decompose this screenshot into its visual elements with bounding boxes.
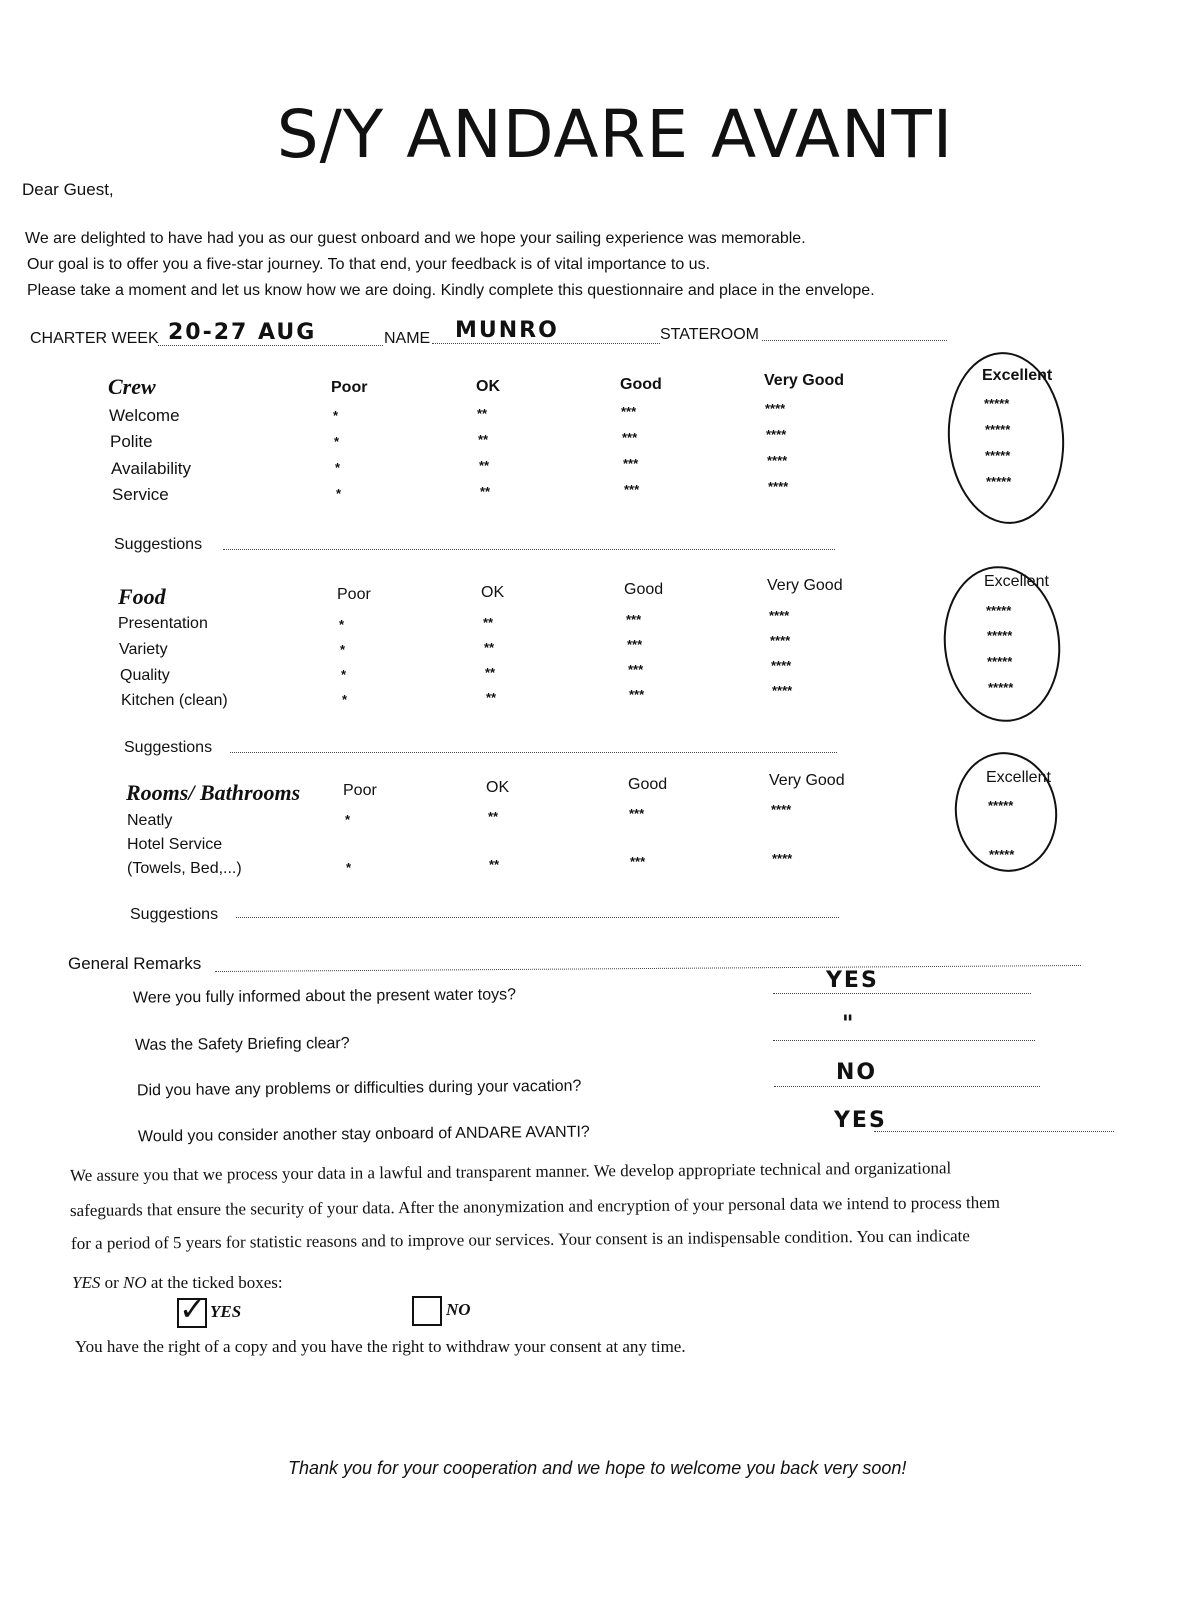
food-star-good[interactable]: ***: [629, 687, 645, 702]
rooms-col-very-good: Very Good: [769, 772, 845, 789]
food-star-excellent[interactable]: *****: [986, 603, 1012, 618]
food-star-poor[interactable]: *: [339, 617, 345, 632]
answer-4[interactable]: YES: [834, 1108, 887, 1133]
crew-star-poor[interactable]: *: [333, 408, 339, 423]
rooms-excellent-circle: [947, 745, 1065, 878]
crew-star-good[interactable]: ***: [624, 482, 640, 497]
charter-week-line: [158, 345, 383, 346]
rooms-suggestions-label: Suggestions: [130, 906, 219, 923]
intro-line-2: Our goal is to offer you a five-star journey. To that end, your feedback is of vital importance to us.: [27, 256, 711, 273]
crew-item-polite: Polite: [110, 432, 153, 451]
food-col-ok: OK: [481, 584, 505, 601]
crew-item-welcome: Welcome: [109, 406, 180, 425]
charter-week-value[interactable]: 20-27 AUG: [168, 320, 317, 345]
rooms-star-ok[interactable]: **: [489, 857, 500, 872]
rooms-col-good: Good: [628, 776, 668, 793]
food-star-very-good[interactable]: ****: [771, 658, 792, 673]
privacy-line-4: [72, 1273, 283, 1293]
food-item-variety: Variety: [119, 641, 168, 658]
rooms-item-hotel-service: Hotel Service: [127, 836, 223, 853]
rooms-star-excellent[interactable]: *****: [988, 798, 1014, 813]
food-star-ok[interactable]: **: [486, 690, 497, 705]
food-col-poor: Poor: [337, 586, 371, 603]
question-4: Would you consider another stay onboard of ANDARE AVANTI?: [137, 1123, 590, 1146]
privacy-line-1: We assure you that we process your data in a lawful and transparent manner. We develop appropriate technical and organizational: [69, 1158, 952, 1185]
intro-line-3: Please take a moment and let us know how we are doing. Kindly complete this questionnaire and place in the envelope.: [27, 282, 875, 299]
crew-col-good: Good: [620, 376, 662, 393]
section-title-rooms: Rooms/ Bathrooms: [126, 780, 301, 805]
rooms-star-ok[interactable]: **: [488, 809, 499, 824]
answer-line-1[interactable]: [773, 993, 1031, 994]
consent-yes-label: YES: [210, 1302, 242, 1321]
crew-item-availability: Availability: [111, 459, 192, 478]
privacy-or-word: or: [100, 1273, 124, 1292]
question-2: Was the Safety Briefing clear?: [134, 1035, 350, 1054]
food-star-excellent[interactable]: *****: [988, 680, 1014, 695]
crew-star-ok[interactable]: **: [478, 432, 489, 447]
rooms-item-towels-bed: (Towels, Bed,...): [127, 860, 242, 877]
crew-suggestions-label: Suggestions: [114, 536, 203, 553]
food-col-very-good: Very Good: [767, 577, 843, 594]
answer-line-2[interactable]: [773, 1040, 1035, 1041]
charter-week-label: CHARTER WEEK: [30, 330, 159, 347]
consent-no-checkbox[interactable]: [412, 1296, 442, 1326]
rooms-item-neatly: Neatly: [127, 812, 173, 829]
crew-star-poor[interactable]: *: [334, 434, 340, 449]
food-suggestions-label: Suggestions: [124, 739, 213, 756]
page-title: S/Y ANDARE AVANTI: [276, 96, 954, 173]
food-star-very-good[interactable]: ****: [769, 608, 790, 623]
food-item-quality: Quality: [120, 667, 170, 684]
food-star-excellent[interactable]: *****: [987, 628, 1013, 643]
crew-star-excellent[interactable]: *****: [985, 422, 1011, 437]
rooms-col-ok: OK: [486, 779, 510, 796]
food-star-very-good[interactable]: ****: [770, 633, 791, 648]
answer-line-4[interactable]: [874, 1131, 1114, 1132]
food-col-excellent: Excellent: [984, 573, 1049, 590]
footer-thanks: Thank you for your cooperation and we hope to welcome you back very soon!: [288, 1458, 907, 1478]
section-title-food: Food: [118, 584, 166, 609]
rooms-suggestions-line[interactable]: [236, 917, 839, 918]
crew-star-good[interactable]: ***: [621, 404, 637, 419]
food-star-good[interactable]: ***: [626, 612, 642, 627]
rooms-star-very-good[interactable]: ****: [771, 802, 792, 817]
rooms-star-poor[interactable]: *: [346, 860, 352, 875]
food-star-poor[interactable]: *: [340, 642, 346, 657]
food-item-kitchen: Kitchen (clean): [121, 692, 228, 709]
question-1: Were you fully informed about the present water toys?: [132, 986, 517, 1007]
name-line: [432, 343, 660, 344]
rooms-col-excellent: Excellent: [986, 769, 1051, 786]
rooms-col-poor: Poor: [343, 782, 377, 799]
privacy-yes-word: YES: [72, 1273, 101, 1292]
crew-star-very-good[interactable]: ****: [767, 453, 788, 468]
crew-star-excellent[interactable]: *****: [985, 448, 1011, 463]
crew-star-ok[interactable]: **: [480, 484, 491, 499]
name-value[interactable]: MUNRO: [455, 318, 559, 343]
food-star-poor[interactable]: *: [341, 667, 347, 682]
rooms-star-good[interactable]: ***: [629, 806, 645, 821]
crew-col-poor: Poor: [331, 379, 368, 396]
crew-star-good[interactable]: ***: [623, 456, 639, 471]
food-star-very-good[interactable]: ****: [772, 683, 793, 698]
crew-star-excellent[interactable]: *****: [984, 396, 1010, 411]
stateroom-line[interactable]: [762, 340, 947, 341]
privacy-line-3: for a period of 5 years for statistic reasons and to improve our services. Your consent is an indispensable condition. You can indicate: [70, 1226, 970, 1253]
crew-star-ok[interactable]: **: [479, 458, 490, 473]
consent-no-label: NO: [446, 1300, 471, 1319]
food-star-poor[interactable]: *: [342, 692, 348, 707]
crew-star-very-good[interactable]: ****: [768, 479, 789, 494]
rights-text: You have the right of a copy and you have the right to withdraw your consent at any time.: [75, 1337, 686, 1356]
answer-1[interactable]: YES: [826, 968, 879, 993]
answer-2[interactable]: ": [842, 1012, 856, 1037]
food-star-ok[interactable]: **: [484, 640, 495, 655]
stateroom-label: STATEROOM: [660, 326, 759, 343]
name-label: NAME: [384, 330, 431, 347]
food-star-good[interactable]: ***: [627, 637, 643, 652]
check-mark-icon: ✓: [179, 1290, 206, 1328]
crew-star-very-good[interactable]: ****: [766, 427, 787, 442]
rooms-star-excellent[interactable]: *****: [989, 847, 1015, 862]
intro-line-1: We are delighted to have had you as our guest onboard and we hope your sailing experience was memorable.: [25, 230, 806, 247]
crew-star-very-good[interactable]: ****: [765, 401, 786, 416]
food-star-good[interactable]: ***: [628, 662, 644, 677]
answer-3[interactable]: NO: [836, 1060, 878, 1085]
crew-star-excellent[interactable]: *****: [986, 474, 1012, 489]
answer-line-3[interactable]: [774, 1086, 1040, 1087]
crew-star-ok[interactable]: **: [477, 406, 488, 421]
food-star-excellent[interactable]: *****: [987, 654, 1013, 669]
section-title-crew: Crew: [108, 374, 156, 399]
general-remarks-label: General Remarks: [68, 954, 202, 973]
food-col-good: Good: [624, 581, 664, 598]
food-suggestions-line[interactable]: [230, 752, 837, 753]
privacy-no-word: NO: [123, 1273, 147, 1292]
crew-star-good[interactable]: ***: [622, 430, 638, 445]
food-star-ok[interactable]: **: [485, 665, 496, 680]
greeting: Dear Guest,: [22, 180, 114, 199]
rooms-star-good[interactable]: ***: [630, 854, 646, 869]
crew-suggestions-line[interactable]: [223, 549, 835, 550]
rooms-star-very-good[interactable]: ****: [772, 851, 793, 866]
privacy-line-4-rest: at the ticked boxes:: [146, 1273, 283, 1292]
crew-star-poor[interactable]: *: [336, 486, 342, 501]
privacy-line-2: safeguards that ensure the security of your data. After the anonymization and encryption of your personal data we intend to process them: [69, 1192, 1001, 1220]
crew-col-excellent: Excellent: [982, 367, 1053, 384]
crew-item-service: Service: [112, 485, 169, 504]
general-remarks-line[interactable]: [215, 965, 1081, 972]
crew-star-poor[interactable]: *: [335, 460, 341, 475]
crew-col-ok: OK: [476, 378, 500, 395]
question-3: Did you have any problems or difficulties during your vacation?: [136, 1077, 582, 1100]
food-star-ok[interactable]: **: [483, 615, 494, 630]
crew-col-very-good: Very Good: [764, 372, 845, 389]
rooms-star-poor[interactable]: *: [345, 812, 351, 827]
consent-yes-checkbox[interactable]: [177, 1290, 207, 1328]
food-item-presentation: Presentation: [118, 615, 208, 632]
